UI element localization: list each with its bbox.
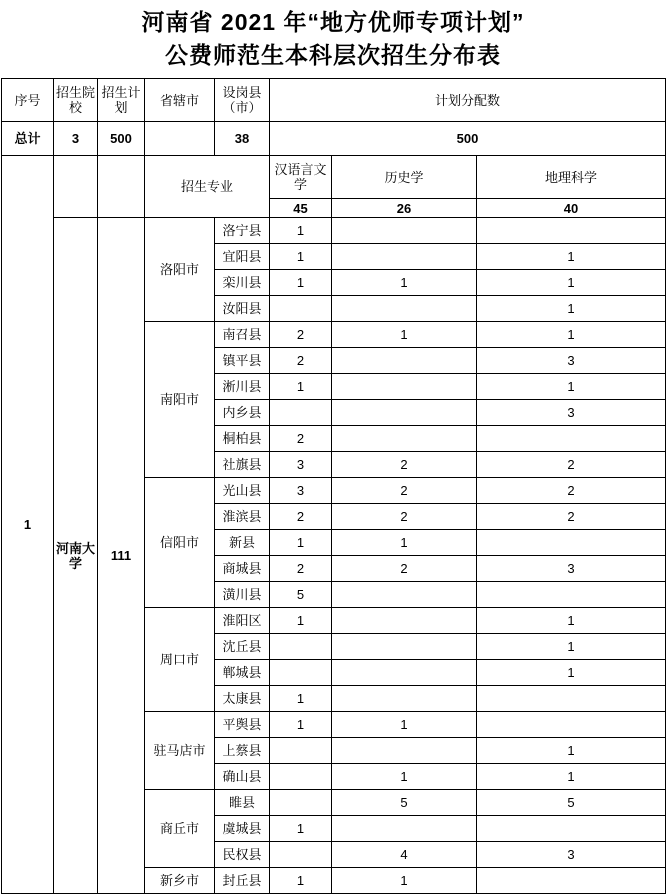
county-name: 南召县	[215, 322, 270, 348]
allocation-value-2: 1	[477, 296, 666, 322]
allocation-value-0: 2	[270, 426, 332, 452]
allocation-value-0: 1	[270, 868, 332, 894]
county-name: 上蔡县	[215, 738, 270, 764]
county-name: 新县	[215, 530, 270, 556]
table-body	[2, 79, 666, 894]
city-name: 周口市	[145, 608, 215, 712]
title-line-1: 河南省 2021 年“地方优师专项计划”	[141, 9, 525, 35]
allocation-value-0: 2	[270, 348, 332, 374]
allocation-value-1: 1	[332, 322, 477, 348]
allocation-value-0: 1	[270, 270, 332, 296]
major-count-0: 45	[270, 199, 332, 218]
county-name: 宜阳县	[215, 244, 270, 270]
major-name-2: 地理科学	[477, 156, 666, 199]
header-prefecture: 省辖市	[145, 79, 215, 122]
major-label: 招生专业	[145, 156, 270, 218]
allocation-value-2: 3	[477, 842, 666, 868]
county-name: 民权县	[215, 842, 270, 868]
allocation-value-0	[270, 738, 332, 764]
allocation-value-2: 1	[477, 608, 666, 634]
county-name: 虞城县	[215, 816, 270, 842]
major-header-row	[2, 156, 666, 199]
county-name: 淮阳区	[215, 608, 270, 634]
allocation-value-2: 3	[477, 400, 666, 426]
allocation-value-2: 2	[477, 452, 666, 478]
allocation-value-0: 5	[270, 582, 332, 608]
total-county-count: 38	[215, 122, 270, 156]
allocation-value-2: 5	[477, 790, 666, 816]
total-plan: 500	[98, 122, 145, 156]
total-row	[2, 122, 666, 156]
total-allocation: 500	[270, 122, 666, 156]
allocation-value-2	[477, 530, 666, 556]
allocation-value-1: 1	[332, 712, 477, 738]
allocation-value-1: 4	[332, 842, 477, 868]
county-name: 确山县	[215, 764, 270, 790]
allocation-value-2: 1	[477, 374, 666, 400]
allocation-value-0: 1	[270, 686, 332, 712]
document-title	[0, 0, 666, 72]
allocation-value-0: 1	[270, 244, 332, 270]
major-name-0: 汉语言文学	[270, 156, 332, 199]
allocation-value-1: 1	[332, 868, 477, 894]
city-name: 新乡市	[145, 868, 215, 894]
county-name: 栾川县	[215, 270, 270, 296]
header-county: 设岗县（市）	[215, 79, 270, 122]
enrollment-distribution-table	[1, 78, 666, 894]
major-pad-college	[54, 156, 98, 218]
allocation-value-1	[332, 816, 477, 842]
allocation-value-2	[477, 868, 666, 894]
allocation-value-0: 1	[270, 608, 332, 634]
allocation-value-2: 1	[477, 322, 666, 348]
allocation-value-2: 2	[477, 504, 666, 530]
allocation-value-0: 1	[270, 816, 332, 842]
allocation-value-2: 1	[477, 270, 666, 296]
allocation-value-2: 1	[477, 634, 666, 660]
allocation-value-1	[332, 400, 477, 426]
county-name: 汝阳县	[215, 296, 270, 322]
allocation-value-0: 1	[270, 218, 332, 244]
county-name: 商城县	[215, 556, 270, 582]
allocation-value-0	[270, 660, 332, 686]
major-count-2: 40	[477, 199, 666, 218]
allocation-value-2	[477, 816, 666, 842]
county-name: 封丘县	[215, 868, 270, 894]
allocation-value-1: 1	[332, 530, 477, 556]
county-name: 桐柏县	[215, 426, 270, 452]
allocation-value-0: 1	[270, 712, 332, 738]
allocation-value-1	[332, 374, 477, 400]
allocation-value-1	[332, 348, 477, 374]
allocation-value-2: 1	[477, 244, 666, 270]
allocation-value-2	[477, 582, 666, 608]
allocation-value-0	[270, 296, 332, 322]
city-name: 信阳市	[145, 478, 215, 608]
major-count-1: 26	[332, 199, 477, 218]
allocation-value-2	[477, 686, 666, 712]
allocation-value-1	[332, 660, 477, 686]
allocation-value-0: 2	[270, 322, 332, 348]
county-name: 郸城县	[215, 660, 270, 686]
allocation-value-1	[332, 608, 477, 634]
allocation-value-0: 1	[270, 374, 332, 400]
major-pad-plan	[98, 156, 145, 218]
allocation-value-0	[270, 634, 332, 660]
county-name: 平舆县	[215, 712, 270, 738]
allocation-value-0	[270, 842, 332, 868]
allocation-value-1	[332, 582, 477, 608]
major-name-1: 历史学	[332, 156, 477, 199]
allocation-value-1	[332, 296, 477, 322]
county-name: 光山县	[215, 478, 270, 504]
allocation-value-1: 2	[332, 556, 477, 582]
allocation-value-2: 2	[477, 478, 666, 504]
allocation-value-2: 3	[477, 556, 666, 582]
county-name: 内乡县	[215, 400, 270, 426]
allocation-value-0: 2	[270, 504, 332, 530]
county-name: 社旗县	[215, 452, 270, 478]
allocation-value-0: 3	[270, 478, 332, 504]
county-name: 淅川县	[215, 374, 270, 400]
header-row	[2, 79, 666, 122]
header-college: 招生院校	[54, 79, 98, 122]
title-line-2: 公费师范生本科层次招生分布表	[165, 42, 501, 68]
allocation-value-0: 2	[270, 556, 332, 582]
county-name: 洛宁县	[215, 218, 270, 244]
allocation-value-2	[477, 218, 666, 244]
allocation-value-1: 2	[332, 504, 477, 530]
city-name: 南阳市	[145, 322, 215, 478]
county-name: 淮滨县	[215, 504, 270, 530]
header-index: 序号	[2, 79, 54, 122]
county-name: 镇平县	[215, 348, 270, 374]
allocation-value-2: 3	[477, 348, 666, 374]
county-name: 睢县	[215, 790, 270, 816]
allocation-value-1: 5	[332, 790, 477, 816]
allocation-value-1: 2	[332, 452, 477, 478]
allocation-value-0: 3	[270, 452, 332, 478]
total-college-count: 3	[54, 122, 98, 156]
college-index-cell: 1	[2, 156, 54, 894]
city-name: 驻马店市	[145, 712, 215, 790]
allocation-value-1	[332, 426, 477, 452]
allocation-value-1	[332, 634, 477, 660]
allocation-value-1	[332, 686, 477, 712]
county-name: 潢川县	[215, 582, 270, 608]
allocation-value-1: 1	[332, 764, 477, 790]
allocation-value-2	[477, 426, 666, 452]
city-name: 商丘市	[145, 790, 215, 868]
total-label: 总计	[2, 122, 54, 156]
allocation-value-0: 1	[270, 530, 332, 556]
allocation-value-1	[332, 244, 477, 270]
total-prefecture-blank	[145, 122, 215, 156]
allocation-value-0	[270, 400, 332, 426]
allocation-value-2: 1	[477, 764, 666, 790]
county-name: 沈丘县	[215, 634, 270, 660]
allocation-value-0	[270, 764, 332, 790]
allocation-value-1: 1	[332, 270, 477, 296]
allocation-value-1	[332, 738, 477, 764]
table-row	[2, 218, 666, 244]
city-name: 洛阳市	[145, 218, 215, 322]
allocation-value-2: 1	[477, 738, 666, 764]
allocation-value-1	[332, 218, 477, 244]
college-name: 河南大学	[54, 218, 98, 894]
allocation-value-2: 1	[477, 660, 666, 686]
header-plan: 招生计划	[98, 79, 145, 122]
county-name: 太康县	[215, 686, 270, 712]
allocation-value-0	[270, 790, 332, 816]
header-allocation: 计划分配数	[270, 79, 666, 122]
allocation-value-2	[477, 712, 666, 738]
allocation-value-1: 2	[332, 478, 477, 504]
college-plan: 111	[98, 218, 145, 894]
